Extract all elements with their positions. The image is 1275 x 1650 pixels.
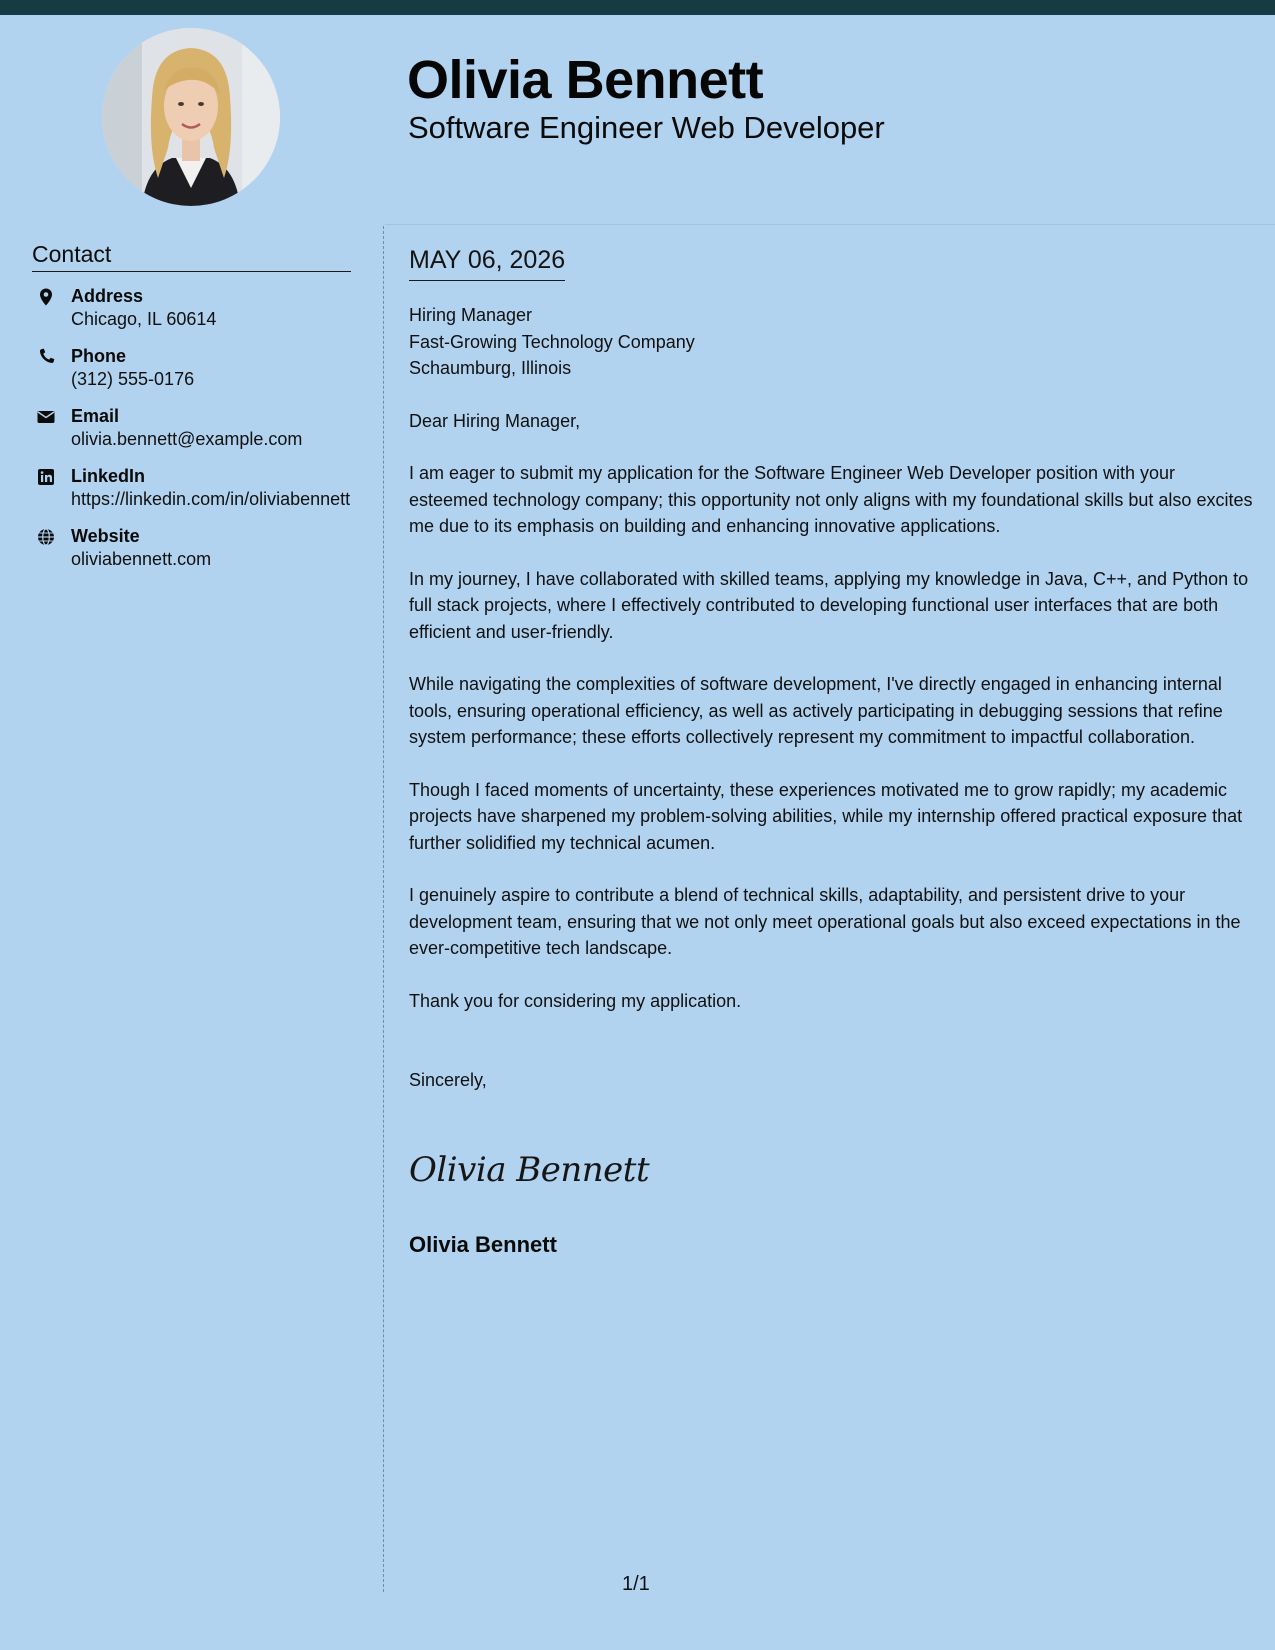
contact-value: https://linkedin.com/in/oliviabennett [71,489,351,509]
recipient-block [409,302,1254,382]
header-job-title: Software Engineer Web Developer [408,110,885,145]
location-pin-icon [36,287,56,307]
page-number: 1/1 [622,1573,650,1595]
contact-label: Address [71,286,144,306]
contact-item-website [32,524,352,571]
recipient-line: Fast-Growing Technology Company [409,331,695,352]
contact-item-phone [32,344,352,391]
closing: Sincerely, [409,1070,487,1090]
contact-list [32,284,352,584]
contact-item-email [32,404,352,451]
header-name: Olivia Bennett [407,50,764,110]
contact-value: oliviabennett.com [71,549,212,569]
recipient-line: Hiring Manager [409,305,533,325]
letter-paragraph: While navigating the complexities of software development, I've directly engaged in enhancing internal tools, ensuring operational efficiency, as well as actively participating in debugging sessions that refine system performance; these efforts collectively represent my commitment to impactful collaboration. [409,674,1223,747]
profile-photo-image [102,28,280,206]
contact-heading: Contact [32,240,351,272]
contact-item-linkedin [32,464,352,511]
handwritten-signature: Olivia Bennett [409,1150,650,1190]
letter-paragraph: In my journey, I have collaborated with skilled teams, applying my knowledge in Java, C++, and Python to full stack projects, where I effectively contributed to developing functional user interfaces that are both efficient and user-friendly. [409,568,1249,642]
globe-icon [36,527,56,547]
contact-label: Phone [71,346,127,366]
letter-date: MAY 06, 2026 [409,244,565,281]
contact-item-address [32,284,352,331]
contact-value: Chicago, IL 60614 [71,309,217,329]
envelope-icon [36,407,56,427]
contact-value: olivia.bennett@example.com [71,429,303,449]
linkedin-icon [36,467,56,487]
profile-photo [102,28,280,206]
phone-icon [36,347,56,367]
top-accent-bar [0,0,1275,15]
letter-paragraph: Though I faced moments of uncertainty, these experiences motivated me to grow rapidly; my academic projects have sharpened my problem-solving abilities, while my internship offered practical exposure that further solidified my technical acumen. [409,779,1243,853]
header-divider [385,224,1275,225]
letter-paragraph: Thank you for considering my application. [409,990,742,1011]
salutation: Dear Hiring Manager, [409,410,581,431]
letter-body [409,302,1254,1094]
column-divider [383,226,384,1592]
contact-value: (312) 555-0176 [71,369,195,389]
signature-name: Olivia Bennett [409,1232,557,1257]
contact-label: Email [71,406,120,426]
letter-paragraph: I genuinely aspire to contribute a blend of technical skills, adaptability, and persistent drive to your development team, ensuring that we not only meet operational goals but also exceed expectations in the ever-competitive tech landscape. [409,885,1241,958]
contact-label: LinkedIn [71,466,146,486]
contact-label: Website [71,526,140,546]
letter-paragraph: I am eager to submit my application for the Software Engineer Web Developer position with your esteemed technology company; this opportunity not only aligns with my foundational skills but also excites me due to its emphasis on building and enhancing innovative applications. [409,463,1253,536]
recipient-line: Schaumburg, Illinois [409,358,572,378]
